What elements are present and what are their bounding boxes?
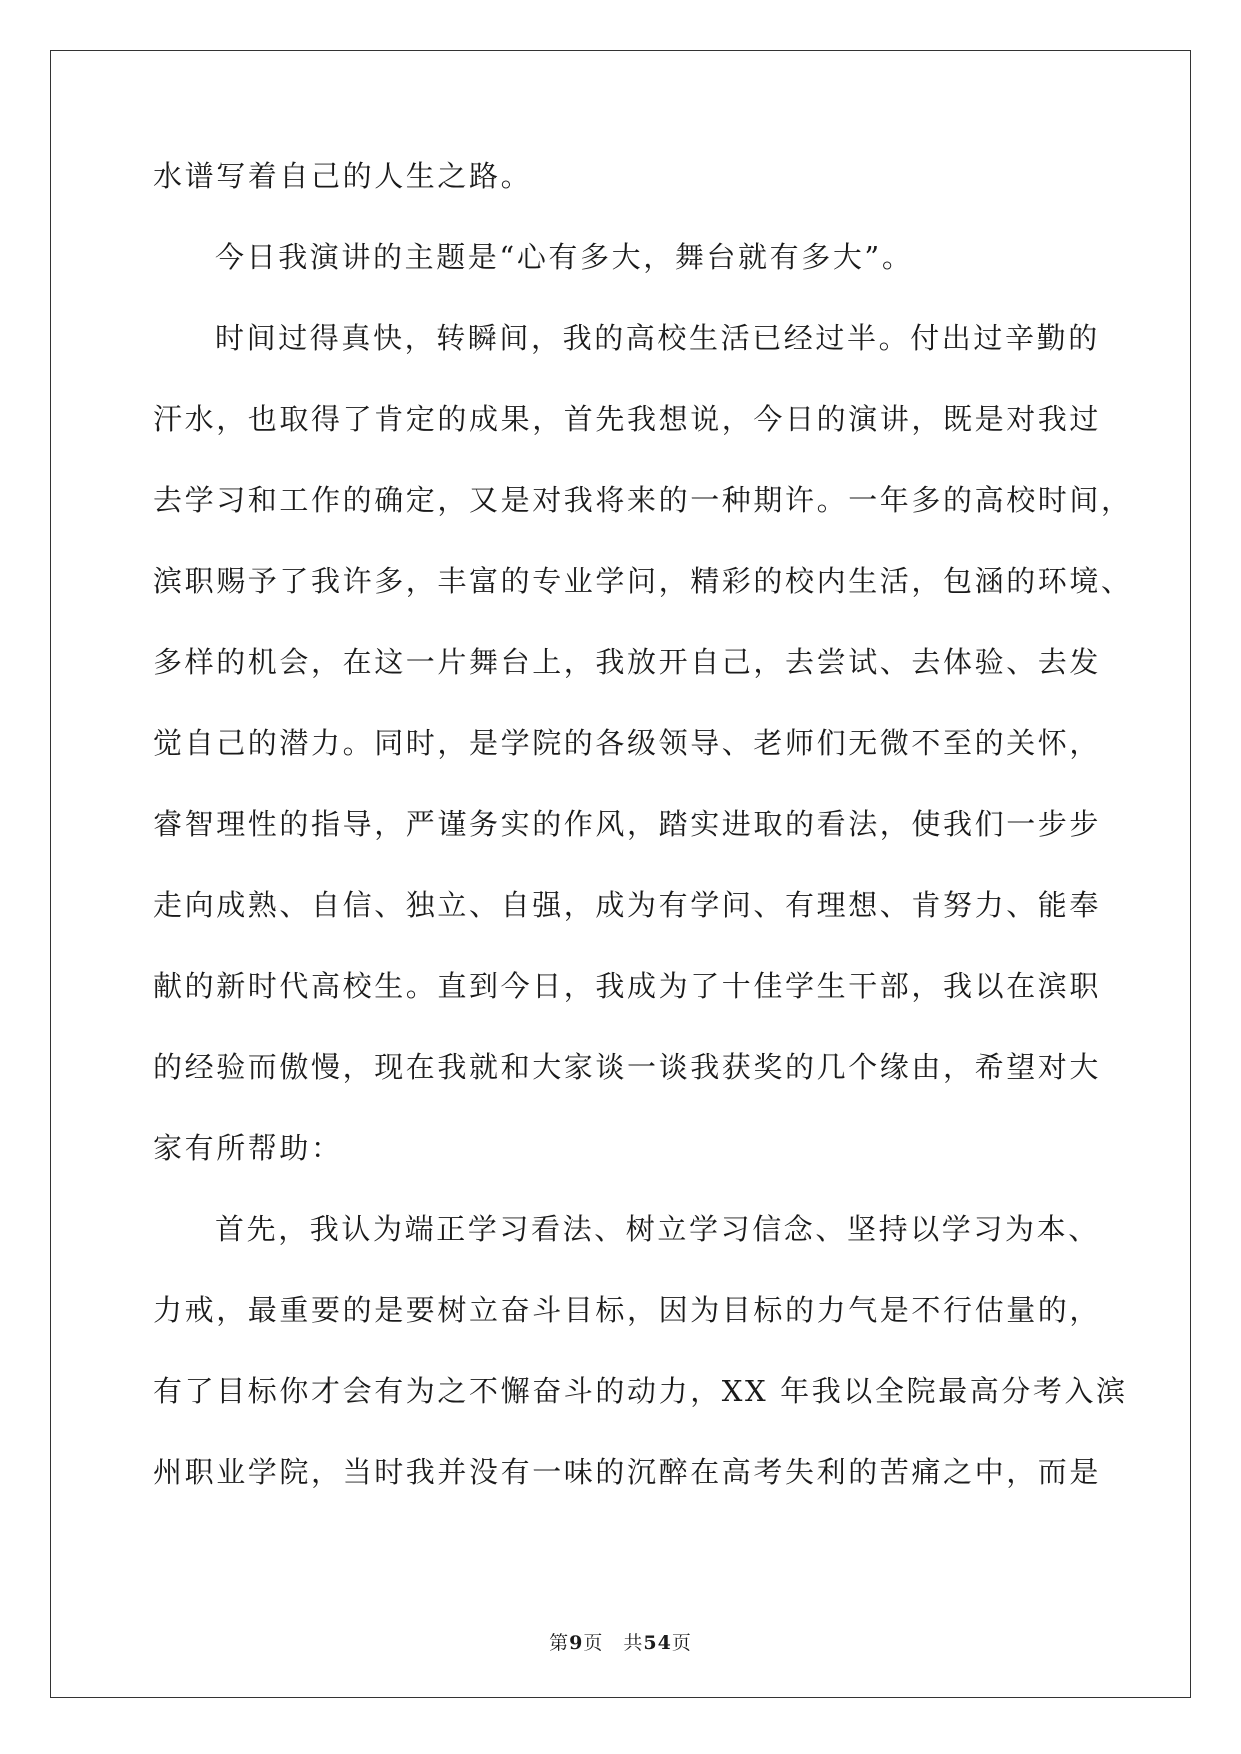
footer-page-suffix: 页 [583, 1632, 604, 1654]
text-line-5: 去学习和工作的确定，又是对我将来的一种期许。一年多的高校时间， [153, 483, 1133, 517]
text-line-12: 的经验而傲慢，现在我就和大家谈一谈我获奖的几个缘由，希望对大 [153, 1050, 1102, 1084]
text-line-9: 睿智理性的指导，严谨务实的作风，踏实进取的看法，使我们一步步 [153, 807, 1102, 841]
footer-total-pages: 54 [643, 1632, 672, 1654]
footer-page-prefix: 第 [549, 1632, 570, 1654]
text-line-8: 觉自己的潜力。同时，是学院的各级领导、老师们无微不至的关怀， [153, 726, 1102, 760]
text-line-3: 时间过得真快，转瞬间，我的高校生活已经过半。付出过辛勤的 [215, 321, 1100, 355]
footer-total-suffix: 页 [671, 1632, 692, 1654]
text-line-17: 州职业学院，当时我并没有一味的沉醉在高考失利的苦痛之中，而是 [153, 1455, 1102, 1489]
text-line-15: 力戒，最重要的是要树立奋斗目标，因为目标的力气是不行估量的， [153, 1293, 1102, 1327]
text-line-6: 滨职赐予了我许多，丰富的专业学问，精彩的校内生活，包涵的环境、 [153, 564, 1133, 598]
text-line-4: 汗水，也取得了肯定的成果，首先我想说，今日的演讲，既是对我过 [153, 402, 1102, 436]
text-line-10: 走向成熟、自信、独立、自强，成为有学问、有理想、肯努力、能奉 [153, 888, 1102, 922]
footer-page-number: 9 [569, 1632, 584, 1654]
page-footer [0, 1628, 1241, 1655]
text-line-14: 首先，我认为端正学习看法、树立学习信念、坚持以学习为本、 [215, 1212, 1100, 1246]
text-line-2: 今日我演讲的主题是“心有多大，舞台就有多大”。 [215, 240, 914, 274]
text-line-7: 多样的机会，在这一片舞台上，我放开自己，去尝试、去体验、去发 [153, 645, 1102, 679]
text-line-16: 有了目标你才会有为之不懈奋斗的动力，XX 年我以全院最高分考入滨 [153, 1374, 1128, 1408]
text-line-11: 献的新时代高校生。直到今日，我成为了十佳学生干部，我以在滨职 [153, 969, 1102, 1003]
text-line-1: 水谱写着自己的人生之路。 [153, 159, 533, 193]
document-body [153, 159, 1133, 1537]
footer-total-prefix: 共 [623, 1632, 644, 1654]
text-line-13: 家有所帮助： [153, 1131, 343, 1165]
